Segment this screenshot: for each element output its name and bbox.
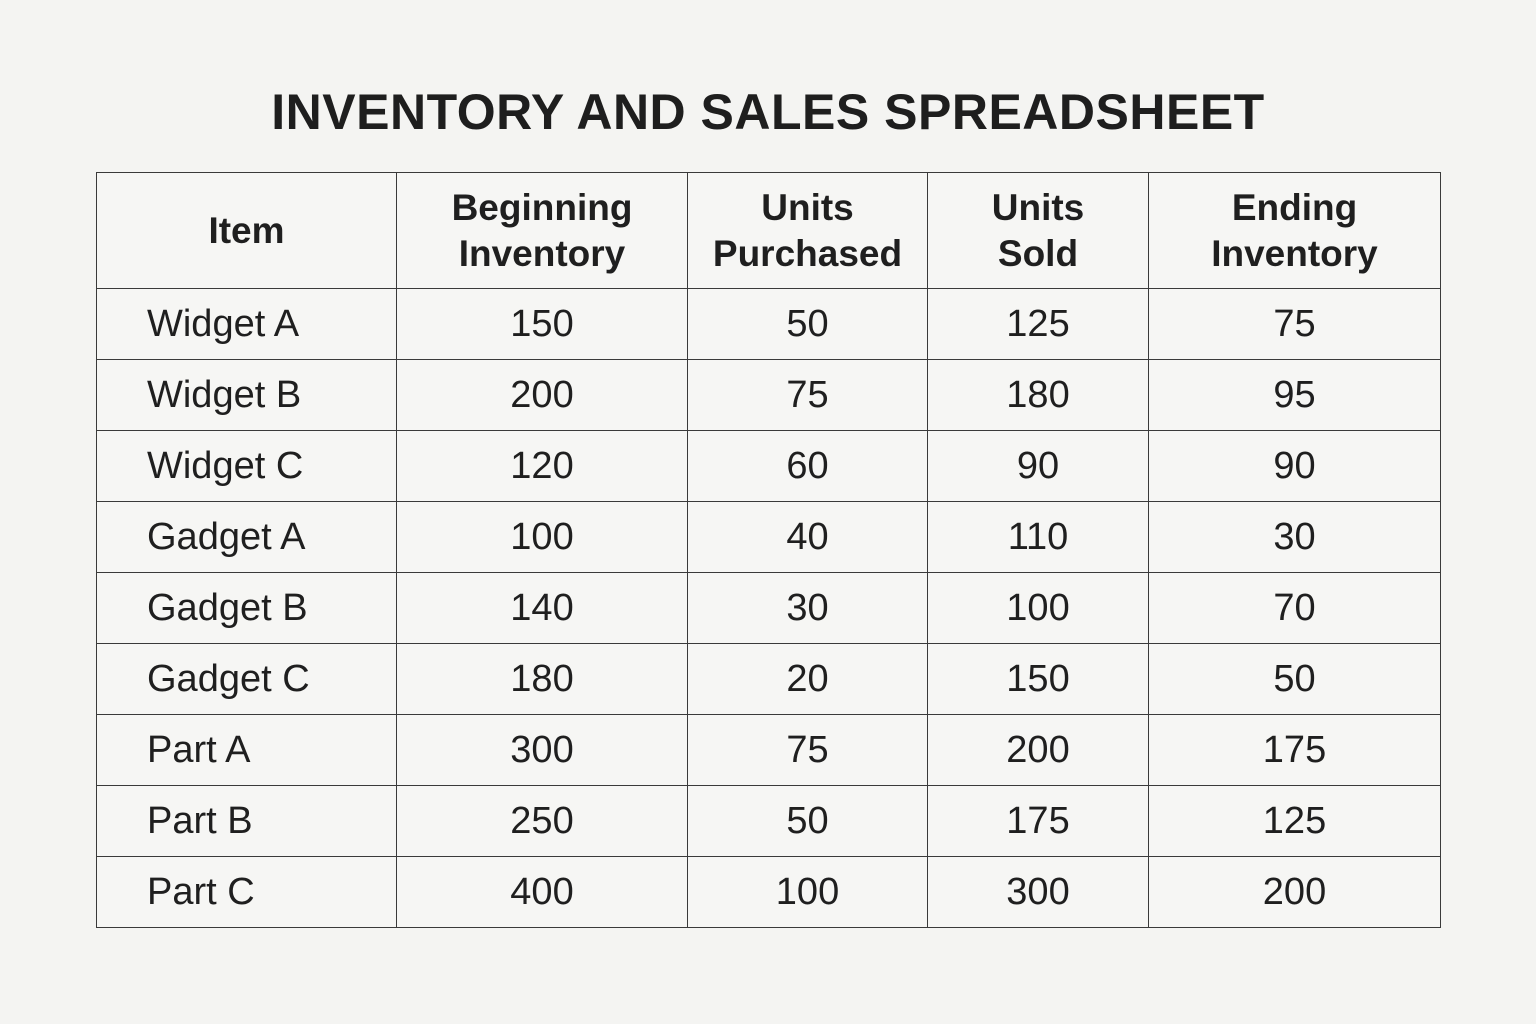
- units-sold-cell[interactable]: 175: [928, 786, 1149, 857]
- item-cell[interactable]: Gadget C: [97, 644, 397, 715]
- units-purchased-cell[interactable]: 100: [688, 857, 928, 928]
- beginning-inventory-cell[interactable]: 400: [397, 857, 688, 928]
- table-row: [97, 573, 1441, 644]
- units-sold-cell[interactable]: 150: [928, 644, 1149, 715]
- item-cell[interactable]: Widget A: [97, 289, 397, 360]
- table-row: [97, 786, 1441, 857]
- item-cell[interactable]: Part A: [97, 715, 397, 786]
- ending-inventory-cell[interactable]: 75: [1149, 289, 1441, 360]
- units-sold-cell[interactable]: 110: [928, 502, 1149, 573]
- column-header-ending-inventory[interactable]: [1149, 173, 1441, 289]
- ending-inventory-cell[interactable]: 30: [1149, 502, 1441, 573]
- column-header-line: Units: [991, 186, 1085, 228]
- item-cell[interactable]: Gadget A: [97, 502, 397, 573]
- table-row: [97, 715, 1441, 786]
- item-cell[interactable]: Widget C: [97, 431, 397, 502]
- ending-inventory-cell[interactable]: 50: [1149, 644, 1441, 715]
- table-row: [97, 431, 1441, 502]
- beginning-inventory-cell[interactable]: 250: [397, 786, 688, 857]
- units-purchased-cell[interactable]: 50: [688, 786, 928, 857]
- column-header-beginning-inventory[interactable]: [397, 173, 688, 289]
- units-sold-cell[interactable]: 125: [928, 289, 1149, 360]
- units-purchased-cell[interactable]: 75: [688, 360, 928, 431]
- item-cell[interactable]: Part C: [97, 857, 397, 928]
- column-header-line: Inventory: [1211, 232, 1378, 274]
- table-row: [97, 502, 1441, 573]
- beginning-inventory-cell[interactable]: 100: [397, 502, 688, 573]
- ending-inventory-cell[interactable]: 90: [1149, 431, 1441, 502]
- units-purchased-cell[interactable]: 75: [688, 715, 928, 786]
- column-header-line: Item: [208, 209, 285, 251]
- units-sold-cell[interactable]: 180: [928, 360, 1149, 431]
- table-row: [97, 857, 1441, 928]
- column-header-line: Beginning: [451, 186, 633, 228]
- units-purchased-cell[interactable]: 20: [688, 644, 928, 715]
- table-row: [97, 644, 1441, 715]
- column-header-units-sold[interactable]: [928, 173, 1149, 289]
- table-row: [97, 289, 1441, 360]
- item-cell[interactable]: Part B: [97, 786, 397, 857]
- column-header-line: Units: [761, 186, 854, 228]
- column-header-line: Inventory: [458, 232, 626, 274]
- beginning-inventory-cell[interactable]: 200: [397, 360, 688, 431]
- column-header-item[interactable]: [97, 173, 397, 289]
- units-sold-cell[interactable]: 200: [928, 715, 1149, 786]
- item-cell[interactable]: Widget B: [97, 360, 397, 431]
- item-cell[interactable]: Gadget B: [97, 573, 397, 644]
- ending-inventory-cell[interactable]: 95: [1149, 360, 1441, 431]
- ending-inventory-cell[interactable]: 175: [1149, 715, 1441, 786]
- ending-inventory-cell[interactable]: 125: [1149, 786, 1441, 857]
- page-title: INVENTORY AND SALES SPREADSHEET: [271, 84, 1265, 140]
- units-purchased-cell[interactable]: 40: [688, 502, 928, 573]
- units-purchased-cell[interactable]: 50: [688, 289, 928, 360]
- table-row: [97, 360, 1441, 431]
- header-row: [97, 173, 1441, 289]
- column-header-line: Sold: [997, 232, 1079, 274]
- beginning-inventory-cell[interactable]: 140: [397, 573, 688, 644]
- beginning-inventory-cell[interactable]: 120: [397, 431, 688, 502]
- units-sold-cell[interactable]: 300: [928, 857, 1149, 928]
- column-header-line: Purchased: [712, 232, 903, 274]
- inventory-sales-table: [96, 172, 1441, 928]
- beginning-inventory-cell[interactable]: 300: [397, 715, 688, 786]
- units-purchased-cell[interactable]: 30: [688, 573, 928, 644]
- beginning-inventory-cell[interactable]: 180: [397, 644, 688, 715]
- units-sold-cell[interactable]: 100: [928, 573, 1149, 644]
- column-header-units-purchased[interactable]: [688, 173, 928, 289]
- ending-inventory-cell[interactable]: 200: [1149, 857, 1441, 928]
- units-sold-cell[interactable]: 90: [928, 431, 1149, 502]
- ending-inventory-cell[interactable]: 70: [1149, 573, 1441, 644]
- beginning-inventory-cell[interactable]: 150: [397, 289, 688, 360]
- column-header-line: Ending: [1231, 186, 1358, 228]
- units-purchased-cell[interactable]: 60: [688, 431, 928, 502]
